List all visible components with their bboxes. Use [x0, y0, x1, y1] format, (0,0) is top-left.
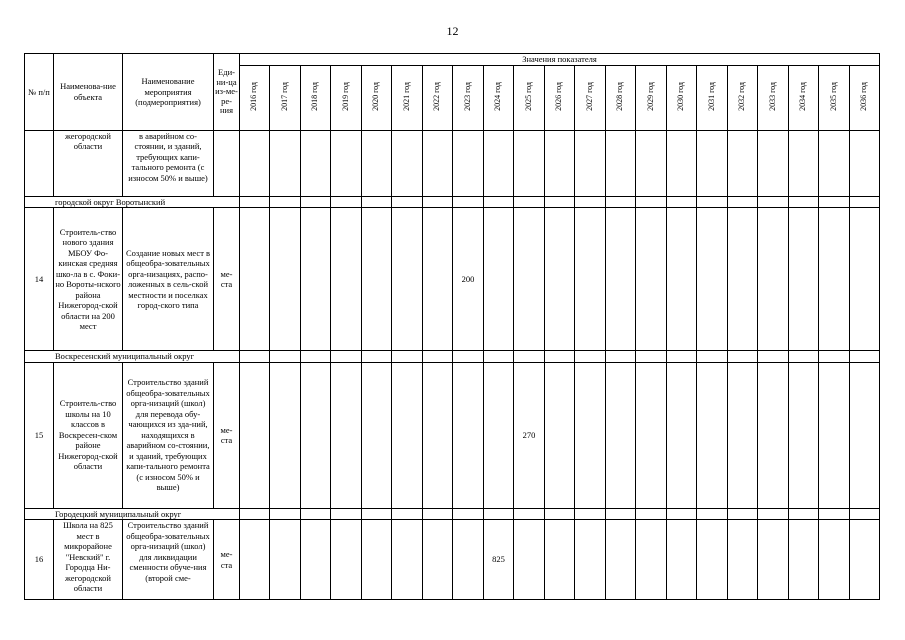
year-header-cell	[697, 65, 728, 130]
section-empty-cell	[697, 351, 728, 363]
empty-value-cell	[545, 362, 575, 508]
section-empty-cell	[850, 508, 880, 520]
empty-value-cell	[453, 520, 484, 600]
header-object: Наименова-ние объекта	[54, 54, 123, 131]
section-empty-cell	[789, 196, 819, 208]
empty-value-cell	[758, 520, 789, 600]
year-label: 2021 год	[401, 81, 411, 111]
section-empty-cell	[697, 196, 728, 208]
year-header-cell	[789, 65, 819, 130]
row-activity-cell: Создание новых мест в общеобра-зовательных орга-низациях, распо-ложенных в сель-ской местности и поселках город-ского типа	[123, 208, 214, 351]
section-empty-cell	[667, 351, 697, 363]
empty-value-cell	[697, 130, 728, 196]
section-empty-cell	[697, 508, 728, 520]
year-label: 2032 год	[737, 81, 747, 111]
row-num-cell: 14	[25, 208, 54, 351]
year-header-cell	[514, 65, 545, 130]
section-empty-cell	[545, 508, 575, 520]
year-header-cell	[270, 65, 301, 130]
empty-value-cell	[484, 208, 514, 351]
year-label: 2024 год	[493, 81, 503, 111]
empty-value-cell	[850, 208, 880, 351]
empty-value-cell	[240, 362, 270, 508]
row-object-cell: Строитель-ство школы на 10 классов в Воскресен-ском районе Нижегород-ской области	[54, 362, 123, 508]
section-empty-cell	[484, 196, 514, 208]
section-empty-cell	[575, 196, 606, 208]
row-num-cell: 16	[25, 520, 54, 600]
empty-value-cell	[819, 362, 850, 508]
header-num: № п/п	[25, 54, 54, 131]
empty-value-cell	[362, 520, 392, 600]
year-label: 2022 год	[432, 81, 442, 111]
section-empty-cell	[331, 351, 362, 363]
section-empty-cell	[362, 508, 392, 520]
empty-value-cell	[270, 520, 301, 600]
section-empty-cell	[819, 196, 850, 208]
section-empty-cell	[392, 196, 423, 208]
row-unit-cell: ме-ста	[214, 362, 240, 508]
year-header-cell	[758, 65, 789, 130]
section-empty-cell	[240, 351, 270, 363]
empty-value-cell	[453, 362, 484, 508]
empty-value-cell	[423, 520, 453, 600]
empty-value-cell	[484, 130, 514, 196]
section-empty-cell	[667, 196, 697, 208]
empty-value-cell	[362, 130, 392, 196]
section-empty-cell	[514, 508, 545, 520]
row-object-cell: Школа на 825 мест в микрорайоне "Невский" г. Городца Ни-жегородской области	[54, 520, 123, 600]
year-label: 2016 год	[249, 81, 259, 111]
empty-value-cell	[392, 208, 423, 351]
empty-value-cell	[636, 208, 667, 351]
empty-value-cell	[728, 520, 758, 600]
section-empty-cell	[758, 351, 789, 363]
table-row	[25, 130, 880, 196]
empty-value-cell	[636, 520, 667, 600]
empty-value-cell	[484, 362, 514, 508]
section-empty-cell	[545, 351, 575, 363]
empty-value-cell	[423, 362, 453, 508]
empty-value-cell	[514, 130, 545, 196]
section-empty-cell	[636, 196, 667, 208]
header-unit: Еди-ни-ца из-ме-ре-ния	[214, 54, 240, 131]
empty-value-cell	[758, 362, 789, 508]
empty-value-cell	[270, 130, 301, 196]
year-label: 2019 год	[340, 81, 350, 111]
section-empty-cell	[270, 351, 301, 363]
empty-value-cell	[606, 208, 636, 351]
section-empty-cell	[789, 508, 819, 520]
empty-value-cell	[697, 520, 728, 600]
section-empty-cell	[270, 196, 301, 208]
section-empty-cell	[819, 508, 850, 520]
year-header-cell	[453, 65, 484, 130]
section-empty-cell	[545, 196, 575, 208]
empty-value-cell	[850, 130, 880, 196]
section-label: Городецкий муниципальный округ	[25, 508, 240, 520]
empty-value-cell	[514, 208, 545, 351]
empty-value-cell	[240, 208, 270, 351]
empty-value-cell	[575, 362, 606, 508]
section-empty-cell	[331, 508, 362, 520]
table-row	[25, 362, 880, 508]
year-header-cell	[545, 65, 575, 130]
section-empty-cell	[758, 196, 789, 208]
section-empty-cell	[484, 508, 514, 520]
year-label: 2031 год	[706, 81, 716, 111]
empty-value-cell	[331, 520, 362, 600]
indicator-value-cell: 270	[514, 362, 545, 508]
empty-value-cell	[453, 130, 484, 196]
section-empty-cell	[453, 196, 484, 208]
year-label: 2018 год	[310, 81, 320, 111]
empty-value-cell	[331, 130, 362, 196]
empty-value-cell	[789, 208, 819, 351]
empty-value-cell	[331, 362, 362, 508]
table-row	[25, 520, 880, 600]
year-header-cell	[636, 65, 667, 130]
empty-value-cell	[301, 520, 331, 600]
year-label: 2017 год	[279, 81, 289, 111]
row-unit-cell: ме-ста	[214, 520, 240, 600]
row-unit-cell	[214, 130, 240, 196]
row-num-cell: 15	[25, 362, 54, 508]
table-row	[25, 208, 880, 351]
section-empty-cell	[392, 508, 423, 520]
year-label: 2035 год	[828, 81, 838, 111]
section-row	[25, 351, 880, 363]
section-empty-cell	[606, 196, 636, 208]
section-empty-cell	[331, 196, 362, 208]
empty-value-cell	[758, 130, 789, 196]
empty-value-cell	[789, 130, 819, 196]
year-header-cell	[331, 65, 362, 130]
row-num-cell	[25, 130, 54, 196]
row-object-cell: Строитель-ство нового здания МБОУ Фо-кинская средняя шко-ла в с. Фоки-но Вороты-нского района Нижегород-ской области на 200 мест	[54, 208, 123, 351]
year-header-cell	[240, 65, 270, 130]
empty-value-cell	[392, 520, 423, 600]
empty-value-cell	[606, 520, 636, 600]
section-label: Воскресенский муниципальный округ	[25, 351, 240, 363]
section-empty-cell	[850, 196, 880, 208]
section-label: городской округ Воротынский	[25, 196, 240, 208]
year-label: 2030 год	[676, 81, 686, 111]
year-label: 2020 год	[371, 81, 381, 111]
empty-value-cell	[789, 520, 819, 600]
section-empty-cell	[362, 351, 392, 363]
empty-value-cell	[636, 130, 667, 196]
row-activity-cell: Строительство зданий общеобра-зовательных орга-низаций (школ) для ликвидации сменности обуче-ния (второй сме-	[123, 520, 214, 600]
section-empty-cell	[575, 351, 606, 363]
section-empty-cell	[423, 508, 453, 520]
section-empty-cell	[575, 508, 606, 520]
section-empty-cell	[301, 196, 331, 208]
empty-value-cell	[697, 208, 728, 351]
section-empty-cell	[636, 351, 667, 363]
empty-value-cell	[819, 130, 850, 196]
section-empty-cell	[453, 351, 484, 363]
empty-value-cell	[636, 362, 667, 508]
year-label: 2027 год	[584, 81, 594, 111]
empty-value-cell	[423, 208, 453, 351]
empty-value-cell	[728, 362, 758, 508]
empty-value-cell	[392, 362, 423, 508]
section-empty-cell	[606, 508, 636, 520]
empty-value-cell	[606, 130, 636, 196]
year-header-cell	[484, 65, 514, 130]
section-empty-cell	[301, 508, 331, 520]
year-label: 2028 год	[615, 81, 625, 111]
empty-value-cell	[789, 362, 819, 508]
section-empty-cell	[636, 508, 667, 520]
section-empty-cell	[270, 508, 301, 520]
year-label: 2036 год	[859, 81, 869, 111]
section-empty-cell	[789, 351, 819, 363]
year-label: 2029 год	[645, 81, 655, 111]
empty-value-cell	[545, 520, 575, 600]
section-empty-cell	[423, 351, 453, 363]
empty-value-cell	[362, 362, 392, 508]
section-empty-cell	[758, 508, 789, 520]
empty-value-cell	[270, 208, 301, 351]
empty-value-cell	[392, 130, 423, 196]
empty-value-cell	[331, 208, 362, 351]
year-header-cell	[301, 65, 331, 130]
empty-value-cell	[270, 362, 301, 508]
indicator-value-cell: 200	[453, 208, 484, 351]
year-header-cell	[667, 65, 697, 130]
year-header-cell	[606, 65, 636, 130]
empty-value-cell	[575, 130, 606, 196]
empty-value-cell	[545, 130, 575, 196]
empty-value-cell	[301, 208, 331, 351]
header-activity: Наименование мероприятия (подмероприятия)	[123, 54, 214, 131]
year-label: 2026 год	[554, 81, 564, 111]
section-empty-cell	[728, 351, 758, 363]
year-label: 2034 год	[798, 81, 808, 111]
section-row	[25, 196, 880, 208]
header-values-title: Значения показателя	[240, 54, 880, 66]
row-unit-cell: ме-ста	[214, 208, 240, 351]
year-header-cell	[423, 65, 453, 130]
empty-value-cell	[240, 520, 270, 600]
empty-value-cell	[728, 208, 758, 351]
section-empty-cell	[453, 508, 484, 520]
section-empty-cell	[301, 351, 331, 363]
empty-value-cell	[575, 520, 606, 600]
year-label: 2033 год	[767, 81, 777, 111]
empty-value-cell	[240, 130, 270, 196]
empty-value-cell	[728, 130, 758, 196]
empty-value-cell	[423, 130, 453, 196]
year-label: 2025 год	[523, 81, 533, 111]
year-header-cell	[728, 65, 758, 130]
row-activity-cell: Строительство зданий общеобра-зовательных орга-низаций (школ) для перевода обу-чающихся из зда-ний, находящихся в аварийном со-стоянии, и зданий, требующих капи-тального ремонта (с износом 50% и выше)	[123, 362, 214, 508]
empty-value-cell	[545, 208, 575, 351]
empty-value-cell	[667, 362, 697, 508]
section-empty-cell	[667, 508, 697, 520]
section-empty-cell	[728, 508, 758, 520]
section-empty-cell	[484, 351, 514, 363]
section-empty-cell	[819, 351, 850, 363]
section-empty-cell	[240, 508, 270, 520]
empty-value-cell	[850, 362, 880, 508]
section-empty-cell	[423, 196, 453, 208]
year-header-cell	[392, 65, 423, 130]
empty-value-cell	[758, 208, 789, 351]
section-empty-cell	[362, 196, 392, 208]
empty-value-cell	[667, 208, 697, 351]
empty-value-cell	[514, 520, 545, 600]
page-number: 12	[446, 24, 459, 38]
empty-value-cell	[301, 130, 331, 196]
empty-value-cell	[667, 520, 697, 600]
section-empty-cell	[240, 196, 270, 208]
section-empty-cell	[728, 196, 758, 208]
year-header-cell	[362, 65, 392, 130]
empty-value-cell	[819, 520, 850, 600]
empty-value-cell	[819, 208, 850, 351]
indicator-table	[24, 53, 880, 600]
section-empty-cell	[514, 196, 545, 208]
row-object-cell: жегородской области	[54, 130, 123, 196]
empty-value-cell	[606, 362, 636, 508]
empty-value-cell	[697, 362, 728, 508]
section-empty-cell	[850, 351, 880, 363]
empty-value-cell	[301, 362, 331, 508]
empty-value-cell	[667, 130, 697, 196]
indicator-value-cell: 825	[484, 520, 514, 600]
year-label: 2023 год	[462, 81, 472, 111]
empty-value-cell	[850, 520, 880, 600]
year-header-cell	[819, 65, 850, 130]
section-empty-cell	[392, 351, 423, 363]
section-row	[25, 508, 880, 520]
year-header-cell	[575, 65, 606, 130]
section-empty-cell	[514, 351, 545, 363]
section-empty-cell	[606, 351, 636, 363]
empty-value-cell	[362, 208, 392, 351]
empty-value-cell	[575, 208, 606, 351]
year-header-cell	[850, 65, 880, 130]
row-activity-cell: в аварийном со-стоянии, и зданий, требующих капи-тального ремонта (с износом 50% и выше)	[123, 130, 214, 196]
